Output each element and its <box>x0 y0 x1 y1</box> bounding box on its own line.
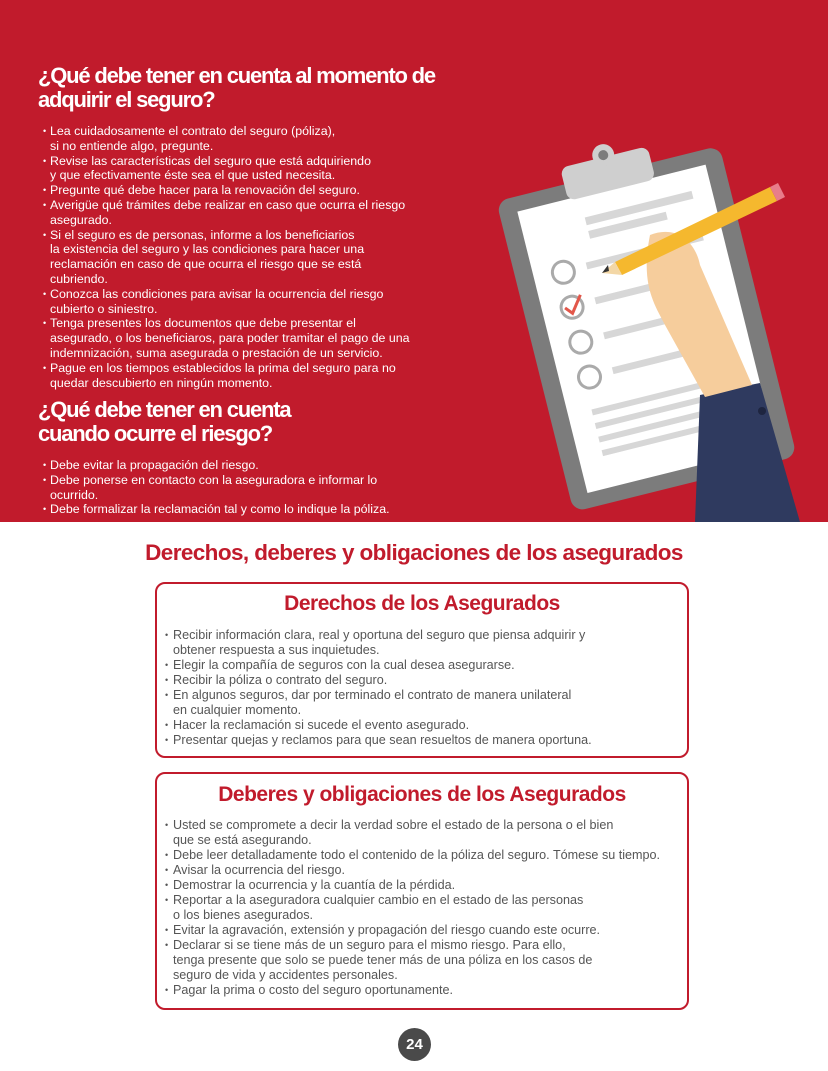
section1-list-item: • Conozca las condiciones para avisar la ocurrencia del riesgo cubierto o siniestro. <box>43 287 410 317</box>
duties-box-title: Deberes y obligaciones de los Asegurados <box>218 783 626 806</box>
rights-list-item: • Hacer la reclamación si sucede el evento asegurado. <box>165 718 687 733</box>
duties-list-item: • Declarar si se tiene más de un seguro para el mismo riesgo. Para ello, tenga presente que solo se puede tener más de una póliza en los casos de seguro de vida y accidentes personales. <box>165 938 687 983</box>
section1-title: ¿Qué debe tener en cuenta al momento de adquirir el seguro? <box>38 63 435 112</box>
rights-list-item: • Recibir información clara, real y oportuna del seguro que piensa adquirir y obtener respuesta a sus inquietudes. <box>165 628 687 658</box>
section2-list-item: • Debe evitar la propagación del riesgo. <box>43 458 390 473</box>
rights-box-title: Derechos de los Asegurados <box>284 592 560 615</box>
rights-list-item: • Elegir la compañía de seguros con la cual desea asegurarse. <box>165 658 687 673</box>
duties-list-item: • Demostrar la ocurrencia y la cuantía de la pérdida. <box>165 878 687 893</box>
section1-list-item: • Revise las características del seguro que está adquiriendo y que efectivamente éste sea el que usted necesita. <box>43 154 410 184</box>
duties-box <box>155 772 689 1010</box>
section1-list-item: • Pregunte qué debe hacer para la renovación del seguro. <box>43 183 410 198</box>
duties-list <box>157 818 687 998</box>
duties-list-item: • Evitar la agravación, extensión y propagación del riesgo cuando este ocurre. <box>165 923 687 938</box>
section2-list-item: • Debe ponerse en contacto con la aseguradora e informar lo ocurrido. <box>43 473 390 503</box>
red-header-panel <box>0 0 828 522</box>
rights-duties-main-title: Derechos, deberes y obligaciones de los asegurados <box>145 540 683 565</box>
duties-list-item: • Usted se compromete a decir la verdad sobre el estado de la persona o el bien que se está asegurando. <box>165 818 687 848</box>
duties-list-item: • Pagar la prima o costo del seguro oportunamente. <box>165 983 687 998</box>
section1-list-item: • Tenga presentes los documentos que debe presentar el asegurado, o los beneficiaros, para poder tramitar el pago de una indemnización, suma asegurada o prestación de un servicio. <box>43 316 410 360</box>
section1-list-item: • Lea cuidadosamente el contrato del seguro (póliza), si no entiende algo, pregunte. <box>43 124 410 154</box>
section1-list <box>43 124 410 390</box>
section2-list-item: • Debe formalizar la reclamación tal y como lo indique la póliza. <box>43 502 390 517</box>
section1-list-item: • Pague en los tiempos establecidos la prima del seguro para no quedar descubierto en ningún momento. <box>43 361 410 391</box>
duties-list-item: • Debe leer detalladamente todo el contenido de la póliza del seguro. Tómese su tiempo. <box>165 848 687 863</box>
rights-list-item: • Presentar quejas y reclamos para que sean resueltos de manera oportuna. <box>165 733 687 748</box>
section1-list-item: • Averigüe qué trámites debe realizar en caso que ocurra el riesgo asegurado. <box>43 198 410 228</box>
clipboard-illustration <box>490 115 828 522</box>
duties-list-item: • Reportar a la aseguradora cualquier cambio en el estado de las personas o los bienes asegurados. <box>165 893 687 923</box>
rights-list-item: • Recibir la póliza o contrato del seguro. <box>165 673 687 688</box>
page-number-badge: 24 <box>398 1028 431 1061</box>
rights-list <box>157 628 687 748</box>
rights-box <box>155 582 689 758</box>
section1-list-item: • Si el seguro es de personas, informe a los beneficiarios la existencia del seguro y las condiciones para hacer una reclamación en caso de que ocurra el riesgo que se está cubriendo. <box>43 228 410 287</box>
section2-list <box>43 458 390 517</box>
section2-title: ¿Qué debe tener en cuenta cuando ocurre el riesgo? <box>38 397 291 446</box>
rights-list-item: • En algunos seguros, dar por terminado el contrato de manera unilateral en cualquier momento. <box>165 688 687 718</box>
duties-list-item: • Avisar la ocurrencia del riesgo. <box>165 863 687 878</box>
